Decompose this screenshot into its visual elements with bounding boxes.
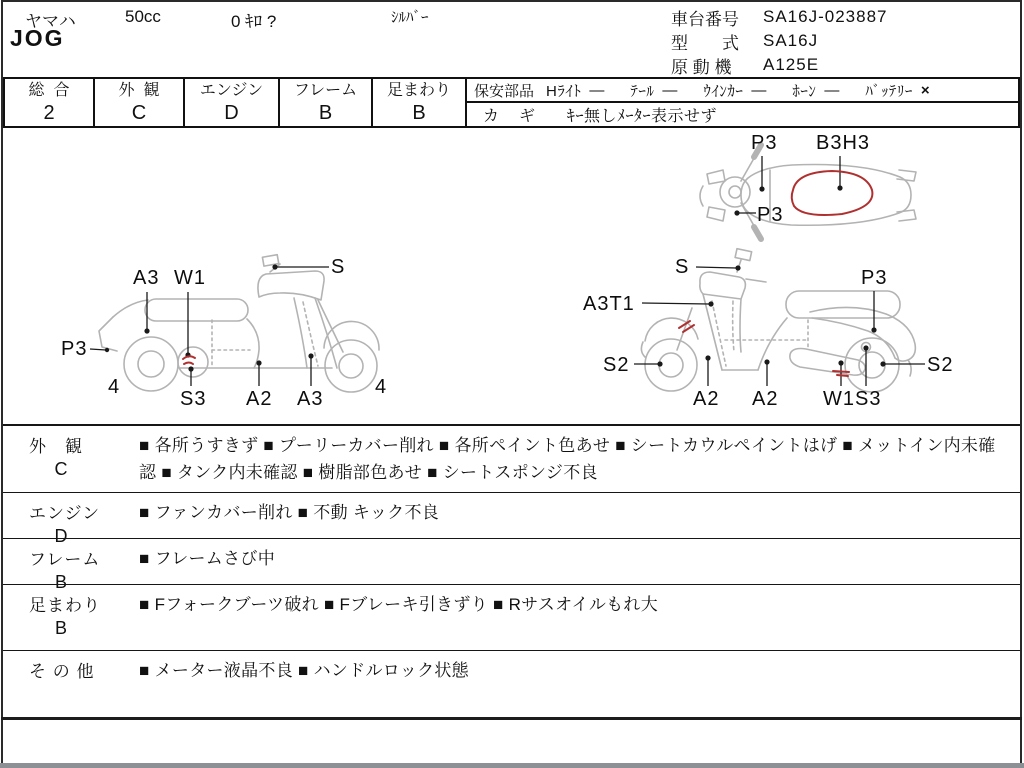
diagram-label-a2: A2 <box>752 388 779 410</box>
safety-part-name: ｳｲﾝｶｰ <box>703 82 744 100</box>
vehicle-id-row <box>671 29 887 53</box>
diagram-label-s3: S3 <box>180 388 207 410</box>
rating-label: 外 観 <box>118 81 160 99</box>
safety-part-status: — <box>589 81 605 99</box>
safety-part-name: ﾎｰﾝ <box>792 82 817 100</box>
safety-parts-row <box>467 79 1018 103</box>
key-label: カ ギ <box>483 108 538 125</box>
section-3 <box>3 538 1020 592</box>
vehicle-id-label: 原 動 機 <box>671 57 732 77</box>
rating-label: エンジン <box>199 81 264 99</box>
section-items: ■ 各所うすきず ■ プーリーカバー削れ ■ 各所ペイント色あせ ■ シートカウルペイントはげ ■ メットイン内未確認 ■ タンク内未確認 ■ 樹脂部色あせ ■ シートスポンジ不良 <box>139 436 996 482</box>
vehicle-id-label: 型 式 <box>671 33 739 53</box>
diagram-label-w1: W1 <box>174 267 206 289</box>
diagram-label-s3: S3 <box>855 388 882 410</box>
safety-part-status: × <box>920 81 930 99</box>
rating-cell-4 <box>280 79 373 126</box>
diagram-label-a2: A2 <box>246 388 273 410</box>
section-1 <box>3 424 1020 492</box>
section-items: ■ メーター液晶不良 ■ ハンドルロック状態 <box>139 661 469 680</box>
key-status: ｷｰ無しﾒｰﾀｰ表示せず <box>567 108 718 125</box>
mileage: 0 ｷﾛ ? <box>231 12 277 31</box>
diagram-label-a3: A3 <box>133 267 160 289</box>
header <box>3 2 1020 77</box>
vehicle-id-value: SA16J <box>763 31 819 50</box>
diagram-label-p3: P3 <box>751 132 778 154</box>
section-4 <box>3 584 1020 650</box>
safety-part-name: Hﾗｲﾄ <box>546 82 582 100</box>
section-items: ■ ファンカバー削れ ■ 不動 キック不良 <box>139 503 440 522</box>
maker-name: ヤマハ <box>25 12 76 31</box>
safety-part-status: — <box>662 81 678 99</box>
section-label: 足まわり <box>29 596 101 615</box>
diagram-label-s: S <box>675 256 690 278</box>
rating-cell-1 <box>5 79 95 126</box>
rating-label: 足まわり <box>386 81 451 99</box>
safety-part-status: — <box>824 81 840 99</box>
diagram-label-w1: W1 <box>823 388 855 410</box>
rating-grade: C <box>131 101 147 124</box>
safety-part-name: ﾊﾞｯﾃﾘｰ <box>865 82 913 100</box>
diagram-label-a3: A3 <box>297 388 324 410</box>
damage-diagram <box>3 128 1020 424</box>
rating-grade: D <box>224 101 239 124</box>
section-label: エンジン <box>29 504 101 523</box>
diagram-label-p3: P3 <box>757 204 784 226</box>
safety-parts-title: 保安部品 <box>474 82 535 100</box>
body-color: ｼﾙﾊﾞｰ <box>391 9 429 26</box>
section-grade: C <box>54 459 68 479</box>
safety-part-name: ﾃｰﾙ <box>630 82 655 100</box>
diagram-label-p3: P3 <box>861 267 888 289</box>
key-row <box>467 103 1018 126</box>
section-label: そ の 他 <box>29 662 95 681</box>
diagram-label-b3h3: B3H3 <box>816 132 871 154</box>
rating-grade: B <box>412 101 426 124</box>
section-grade: B <box>54 618 67 638</box>
diagram-label-a3t1: A3T1 <box>583 293 635 315</box>
displacement: 50cc <box>125 7 161 26</box>
vehicle-id-row <box>671 5 887 29</box>
section-grade: D <box>54 526 68 546</box>
diagram-label-s2: S2 <box>927 354 954 376</box>
vehicle-id-block <box>671 5 887 77</box>
section-label: 外 観 <box>29 437 83 456</box>
rating-cell-3 <box>185 79 280 126</box>
rating-grade: 2 <box>43 101 55 124</box>
diagram-label-4: 4 <box>375 376 388 398</box>
diagram-label-s: S <box>331 256 346 278</box>
rating-cell-5 <box>373 79 467 126</box>
rating-cell-2 <box>95 79 185 126</box>
model-name: JOG <box>10 25 65 51</box>
vehicle-id-label: 車台番号 <box>671 9 739 29</box>
vehicle-id-row <box>671 53 887 77</box>
condition-sections <box>3 424 1020 718</box>
safety-part-status: — <box>751 81 767 99</box>
section-label: フレーム <box>29 550 101 569</box>
safety-parts-cell <box>467 79 1018 126</box>
diagram-label-a2: A2 <box>693 388 720 410</box>
section-5 <box>3 650 1020 718</box>
diagram-label-s2: S2 <box>603 354 630 376</box>
bottom-separator <box>1 717 1022 720</box>
diagram-label-4: 4 <box>108 376 121 398</box>
section-2 <box>3 492 1020 546</box>
page-bottom-edge <box>0 763 1024 768</box>
section-items: ■ フレームさび中 <box>139 549 276 568</box>
rating-label: 総 合 <box>28 81 70 99</box>
rating-table <box>3 77 1020 128</box>
vehicle-id-value: A125E <box>763 55 820 74</box>
rating-grade: B <box>318 101 333 124</box>
section-grade: B <box>54 572 67 592</box>
diagram-label-p3: P3 <box>61 338 88 360</box>
rating-label: フレーム <box>293 81 358 99</box>
vehicle-id-value: SA16J-023887 <box>763 7 888 26</box>
section-items: ■ Fフォークブーツ破れ ■ Fブレーキ引きずり ■ Rサスオイルもれ大 <box>139 595 659 614</box>
